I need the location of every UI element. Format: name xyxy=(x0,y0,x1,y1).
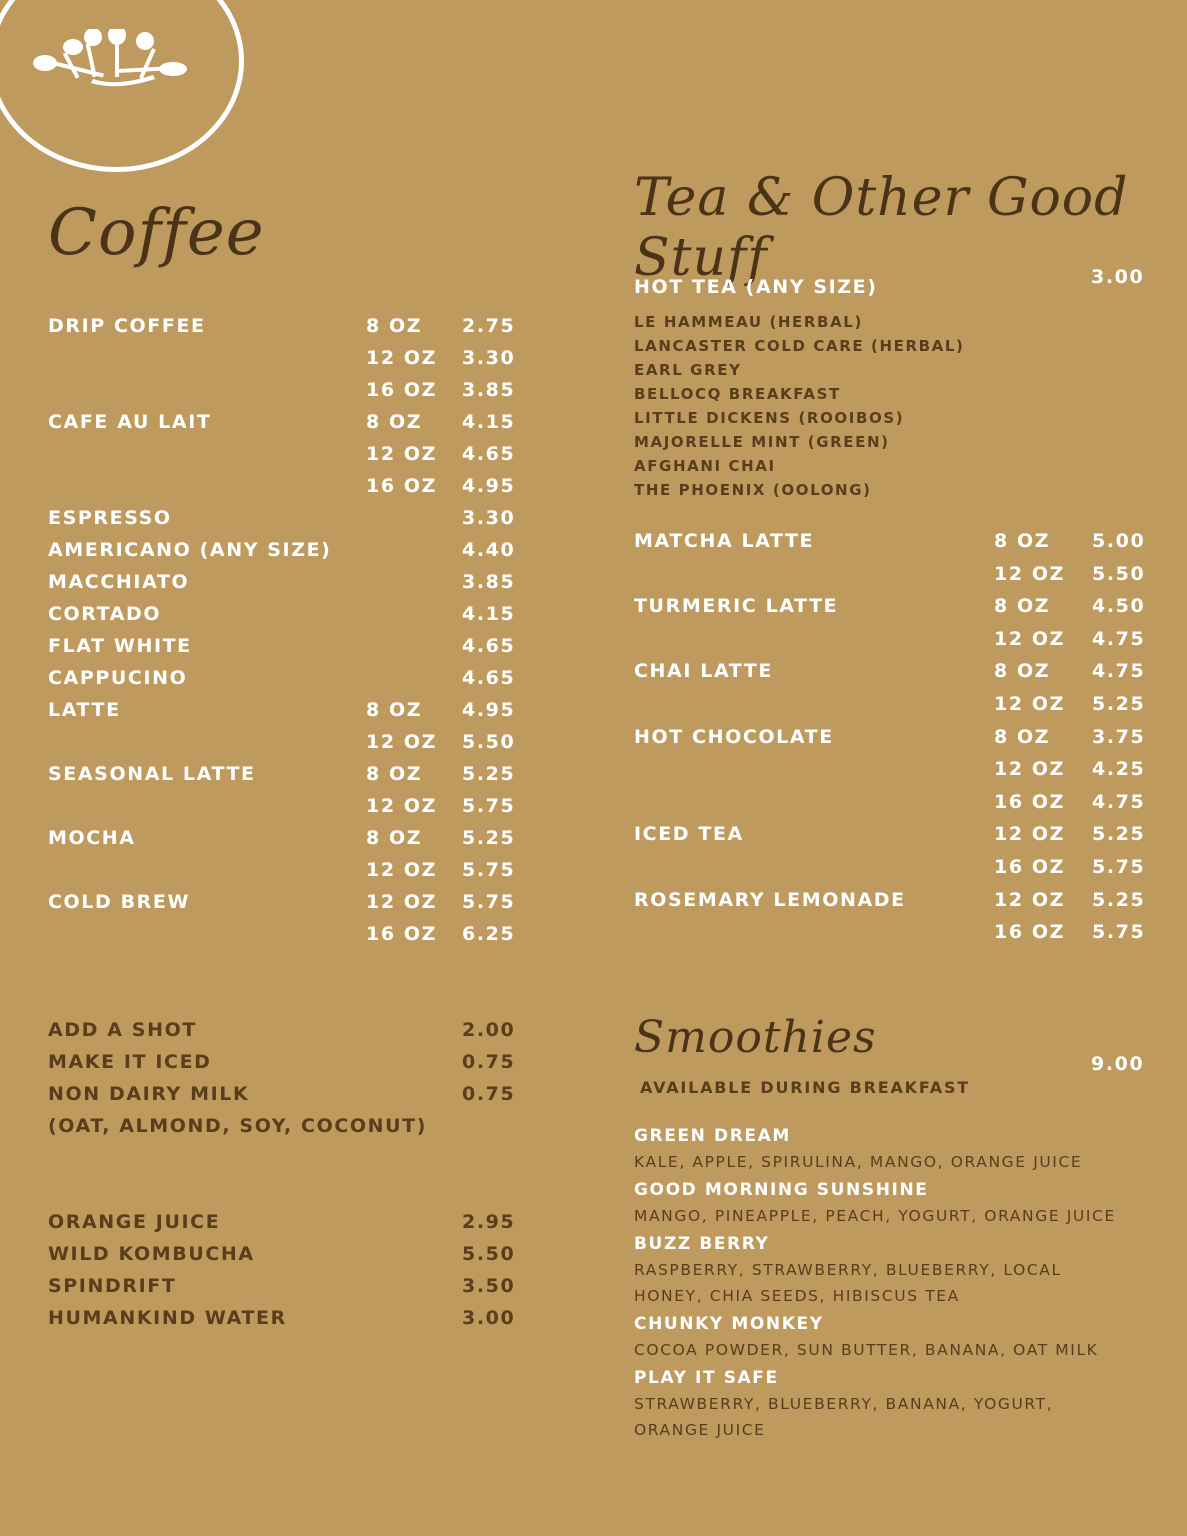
item-name: CAFE AU LAIT xyxy=(48,411,212,433)
extra-name: NON DAIRY MILK xyxy=(48,1083,250,1105)
item-price: 5.25 xyxy=(462,827,516,849)
coffee-title: Coffee xyxy=(48,196,265,270)
item-price: 5.50 xyxy=(1092,563,1146,585)
item-name: LATTE xyxy=(48,699,121,721)
item-name: ICED TEA xyxy=(634,823,744,845)
item-price: 5.75 xyxy=(462,795,516,817)
item-size: 8 OZ xyxy=(366,411,423,433)
smoothie-ingredients: ORANGE JUICE xyxy=(634,1421,766,1439)
drink-name: SPINDRIFT xyxy=(48,1275,177,1297)
tea-title: Tea & Other Good Stuff xyxy=(634,168,1129,288)
item-name: SEASONAL LATTE xyxy=(48,763,256,785)
item-size: 8 OZ xyxy=(994,595,1051,617)
item-size: 12 OZ xyxy=(994,823,1065,845)
item-size: 16 OZ xyxy=(994,856,1065,878)
smoothie-ingredients: KALE, APPLE, SPIRULINA, MANGO, ORANGE JUICE xyxy=(634,1153,1083,1171)
item-size: 12 OZ xyxy=(994,563,1065,585)
extra-name: (OAT, ALMOND, SOY, COCONUT) xyxy=(48,1115,427,1137)
item-price: 4.95 xyxy=(462,475,516,497)
item-price: 4.65 xyxy=(462,635,516,657)
drink-name: WILD KOMBUCHA xyxy=(48,1243,255,1265)
item-size: 8 OZ xyxy=(994,530,1051,552)
item-price: 5.25 xyxy=(1092,823,1146,845)
item-price: 4.75 xyxy=(1092,660,1146,682)
item-size: 16 OZ xyxy=(366,923,437,945)
item-size: 12 OZ xyxy=(994,889,1065,911)
item-price: 5.25 xyxy=(1092,693,1146,715)
item-name: MATCHA LATTE xyxy=(634,530,815,552)
extra-name: MAKE IT ICED xyxy=(48,1051,212,1073)
tea-variety: LITTLE DICKENS (ROOIBOS) xyxy=(634,409,905,427)
item-name: ROSEMARY LEMONADE xyxy=(634,889,906,911)
smoothies-title: Smoothies xyxy=(634,1012,877,1063)
item-size: 16 OZ xyxy=(994,921,1065,943)
item-price: 3.85 xyxy=(462,379,516,401)
item-size: 16 OZ xyxy=(366,379,437,401)
item-price: 4.65 xyxy=(462,443,516,465)
item-size: 8 OZ xyxy=(366,763,423,785)
smoothie-name: PLAY IT SAFE xyxy=(634,1368,779,1388)
item-name: MACCHIATO xyxy=(48,571,190,593)
item-size: 8 OZ xyxy=(994,726,1051,748)
smoothie-ingredients: COCOA POWDER, SUN BUTTER, BANANA, OAT MILK xyxy=(634,1341,1099,1359)
item-price: 4.15 xyxy=(462,603,516,625)
item-size: 12 OZ xyxy=(366,443,437,465)
smoothie-name: GREEN DREAM xyxy=(634,1126,791,1146)
item-size: 16 OZ xyxy=(366,475,437,497)
item-size: 8 OZ xyxy=(366,699,423,721)
item-price: 6.25 xyxy=(462,923,516,945)
item-size: 12 OZ xyxy=(994,693,1065,715)
item-price: 4.40 xyxy=(462,539,516,561)
item-price: 3.30 xyxy=(462,507,516,529)
smoothie-ingredients: MANGO, PINEAPPLE, PEACH, YOGURT, ORANGE JUICE xyxy=(634,1207,1116,1225)
item-price: 5.75 xyxy=(462,859,516,881)
item-price: 4.25 xyxy=(1092,758,1146,780)
item-name: FLAT WHITE xyxy=(48,635,192,657)
item-size: 12 OZ xyxy=(366,347,437,369)
item-price: 2.75 xyxy=(462,315,516,337)
logo xyxy=(0,0,244,172)
item-name: COLD BREW xyxy=(48,891,191,913)
hot-tea-label: HOT TEA (ANY SIZE) xyxy=(634,276,878,298)
item-name: TURMERIC LATTE xyxy=(634,595,839,617)
item-price: 5.50 xyxy=(462,731,516,753)
item-price: 4.75 xyxy=(1092,628,1146,650)
item-price: 3.85 xyxy=(462,571,516,593)
item-price: 4.95 xyxy=(462,699,516,721)
item-price: 3.75 xyxy=(1092,726,1146,748)
drink-price: 5.50 xyxy=(462,1243,516,1265)
item-name: CAPPUCINO xyxy=(48,667,188,689)
extra-price: 0.75 xyxy=(462,1051,516,1073)
smoothie-ingredients: HONEY, CHIA SEEDS, HIBISCUS TEA xyxy=(634,1287,960,1305)
tea-variety: LE HAMMEAU (HERBAL) xyxy=(634,313,863,331)
smoothie-name: BUZZ BERRY xyxy=(634,1234,770,1254)
extra-price: 0.75 xyxy=(462,1083,516,1105)
smoothies-price: 9.00 xyxy=(1091,1053,1145,1075)
item-price: 5.25 xyxy=(1092,889,1146,911)
tea-variety: THE PHOENIX (OOLONG) xyxy=(634,481,872,499)
smoothie-ingredients: RASPBERRY, STRAWBERRY, BLUEBERRY, LOCAL xyxy=(634,1261,1062,1279)
drink-price: 2.95 xyxy=(462,1211,516,1233)
item-price: 4.50 xyxy=(1092,595,1146,617)
tea-variety: BELLOCQ BREAKFAST xyxy=(634,385,841,403)
item-name: MOCHA xyxy=(48,827,136,849)
item-price: 5.75 xyxy=(1092,921,1146,943)
item-price: 5.25 xyxy=(462,763,516,785)
item-name: CHAI LATTE xyxy=(634,660,773,682)
item-size: 12 OZ xyxy=(366,891,437,913)
item-price: 5.00 xyxy=(1092,530,1146,552)
tea-variety: EARL GREY xyxy=(634,361,742,379)
item-size: 12 OZ xyxy=(366,859,437,881)
smoothie-ingredients: STRAWBERRY, BLUEBERRY, BANANA, YOGURT, xyxy=(634,1395,1054,1413)
item-size: 12 OZ xyxy=(366,731,437,753)
drink-price: 3.50 xyxy=(462,1275,516,1297)
item-size: 16 OZ xyxy=(994,791,1065,813)
drink-name: ORANGE JUICE xyxy=(48,1211,221,1233)
item-price: 4.75 xyxy=(1092,791,1146,813)
spoon-fan-logo-icon xyxy=(33,29,193,93)
tea-variety: LANCASTER COLD CARE (HERBAL) xyxy=(634,337,965,355)
tea-variety: AFGHANI CHAI xyxy=(634,457,776,475)
smoothie-name: GOOD MORNING SUNSHINE xyxy=(634,1180,929,1200)
item-price: 5.75 xyxy=(462,891,516,913)
item-size: 8 OZ xyxy=(366,827,423,849)
smoothie-name: CHUNKY MONKEY xyxy=(634,1314,824,1334)
item-name: DRIP COFFEE xyxy=(48,315,206,337)
item-price: 3.30 xyxy=(462,347,516,369)
item-name: HOT CHOCOLATE xyxy=(634,726,834,748)
item-price: 4.15 xyxy=(462,411,516,433)
extra-name: ADD A SHOT xyxy=(48,1019,197,1041)
item-size: 8 OZ xyxy=(366,315,423,337)
smoothies-availability: AVAILABLE DURING BREAKFAST xyxy=(640,1078,970,1097)
item-size: 12 OZ xyxy=(994,628,1065,650)
item-size: 8 OZ xyxy=(994,660,1051,682)
item-size: 12 OZ xyxy=(994,758,1065,780)
item-name: CORTADO xyxy=(48,603,162,625)
item-price: 4.65 xyxy=(462,667,516,689)
item-name: AMERICANO (ANY SIZE) xyxy=(48,539,332,561)
extra-price: 2.00 xyxy=(462,1019,516,1041)
tea-variety: MAJORELLE MINT (GREEN) xyxy=(634,433,890,451)
item-price: 5.75 xyxy=(1092,856,1146,878)
hot-tea-price: 3.00 xyxy=(1091,266,1145,288)
drink-price: 3.00 xyxy=(462,1307,516,1329)
item-size: 12 OZ xyxy=(366,795,437,817)
drink-name: HUMANKIND WATER xyxy=(48,1307,287,1329)
item-name: ESPRESSO xyxy=(48,507,172,529)
